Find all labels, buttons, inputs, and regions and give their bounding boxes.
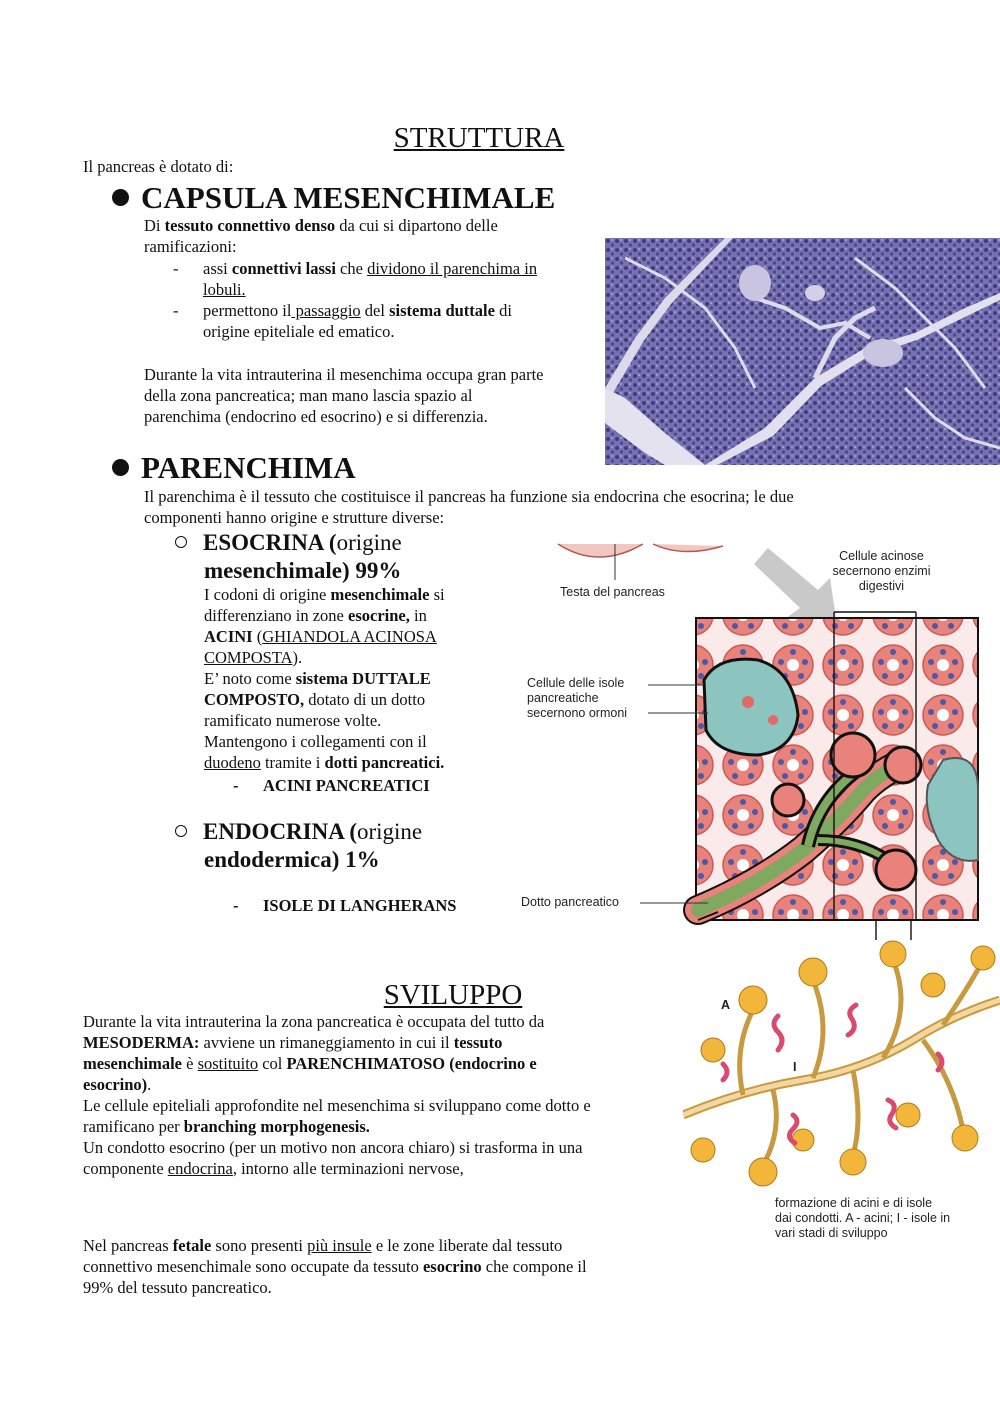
capsula-paragraph: Durante la vita intrauterina il mesenchima occupa gran parte della zona pancreatica; man mano lascia spazio al parenchima (endocrino ed esocrino) e si differenzia. bbox=[144, 365, 544, 426]
endocrina-heading: ENDOCRINA (origine bbox=[175, 818, 422, 846]
list-item: - ISOLE DI LANGHERANS bbox=[233, 896, 457, 915]
label-acini: A bbox=[721, 998, 731, 1012]
development-figure bbox=[683, 940, 1000, 1255]
capsula-body: Di tessuto connettivo denso da cui si dipartono delle ramificazioni: bbox=[144, 216, 498, 256]
endocrina-heading-2: endodermica) 1% bbox=[204, 847, 380, 872]
bullet-dot-icon bbox=[112, 459, 129, 476]
pancreas-diagram bbox=[518, 540, 1000, 940]
label-dotto-pancreatico: Dotto pancreatico bbox=[521, 895, 619, 909]
development-caption: formazione di acini e di isole dai condotti. A - acini; I - isole in vari stadi di sviluppo bbox=[775, 1196, 951, 1240]
list-item: - ACINI PANCREATICI bbox=[233, 776, 430, 795]
histology-image bbox=[605, 238, 1000, 465]
label-testa-pancreas: Testa del pancreas bbox=[560, 585, 665, 599]
bullet-ring-icon bbox=[175, 825, 187, 837]
capsula-heading: CAPSULA MESENCHIMALE bbox=[112, 180, 555, 216]
struttura-title: STRUTTURA bbox=[393, 122, 565, 154]
label-isole: I bbox=[793, 1060, 797, 1074]
capsula-list: - assi connettivi lassi che dividono il parenchima in lobuli. - permettono il passaggio del sistema duttale di origine epiteliale ed ematico. bbox=[173, 258, 593, 342]
sviluppo-paragraph-1: Durante la vita intrauterina la zona pancreatica è occupata del tutto da MESODERMA: avviene un rimaneggiamento in cui il tessuto mesenchimale è sostituito col PARENCHIMATOSO (endocrino e esocrino). Le cellule epiteliali approfondite nel mesenchima si sviluppano come dotto e ramificano per branching morphogenesis. Un condotto esocrino (per un motivo non ancora chiaro) si trasforma in una componente endocrina, intorno alle terminazioni nervose, bbox=[83, 1012, 591, 1178]
struttura-intro: Il pancreas è dotato di: bbox=[83, 157, 234, 176]
label-cellule-acinose: Cellule acinose secernono enzimi digestivi bbox=[832, 549, 931, 593]
esocrina-heading: ESOCRINA (origine bbox=[175, 529, 402, 557]
list-item: - permettono il passaggio del sistema duttale di bbox=[173, 301, 512, 320]
histology-texture bbox=[605, 238, 1000, 465]
parenchima-body: Il parenchima è il tessuto che costituisce il pancreas ha funzione sia endocrina che esocrina; le due componenti hanno origine e strutture diverse: bbox=[144, 487, 794, 527]
esocrina-heading-2: mesenchimale) 99% bbox=[204, 558, 402, 583]
sviluppo-title: SVILUPPO bbox=[383, 979, 523, 1011]
list-item: - assi connettivi lassi che dividono il parenchima in bbox=[173, 259, 538, 278]
esocrina-body: I codoni di origine mesenchimale si differenziano in zone esocrine, in ACINI (GHIANDOLA ACINOSA COMPOSTA). E’ noto come sistema DUTTALE COMPOSTO, dotato di un dotto ramificato numerose volte. Mantengono i collegamenti con il duodeno tramite i dotti pancreatici. bbox=[204, 585, 445, 772]
acini-diagram-art bbox=[518, 540, 1000, 940]
parenchima-heading: PARENCHIMA bbox=[112, 450, 356, 486]
label-cellule-isole: Cellule delle isole pancreatiche secernono ormoni bbox=[527, 676, 628, 720]
sviluppo-paragraph-2: Nel pancreas fetale sono presenti più insule e le zone liberate dal tessuto connettivo mesenchimale sono occupate da tessuto esocrino che compone il 99% del tessuto pancreatico. bbox=[83, 1236, 587, 1297]
bullet-ring-icon bbox=[175, 536, 187, 548]
bullet-dot-icon bbox=[112, 189, 129, 206]
duct-branching-art bbox=[683, 940, 1000, 1190]
